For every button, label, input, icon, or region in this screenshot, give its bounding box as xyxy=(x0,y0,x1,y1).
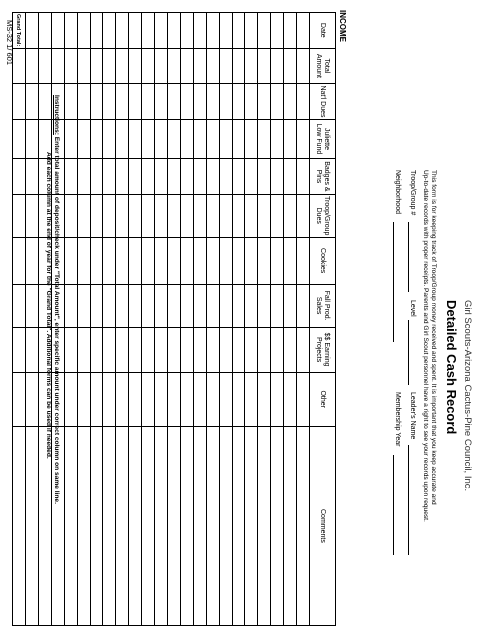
table-cell[interactable] xyxy=(25,120,38,158)
table-cell[interactable] xyxy=(180,328,193,372)
table-cell[interactable] xyxy=(244,49,257,84)
level-field-line[interactable] xyxy=(408,320,409,385)
table-cell[interactable] xyxy=(64,159,77,194)
table-cell[interactable] xyxy=(257,49,270,84)
table-cell[interactable] xyxy=(193,238,206,284)
table-cell[interactable] xyxy=(128,373,141,426)
table-cell[interactable] xyxy=(180,13,193,48)
table-cell[interactable] xyxy=(270,49,283,84)
table-cell[interactable] xyxy=(244,238,257,284)
table-cell[interactable] xyxy=(141,159,154,194)
table-cell[interactable] xyxy=(154,49,167,84)
table-cell[interactable] xyxy=(257,238,270,284)
table-cell[interactable] xyxy=(25,328,38,372)
table-cell[interactable] xyxy=(270,159,283,194)
table-cell[interactable] xyxy=(206,238,219,284)
cash-record-table xyxy=(12,12,336,626)
table-cell[interactable] xyxy=(180,285,193,327)
membership-field-line[interactable] xyxy=(393,455,394,555)
table-cell[interactable] xyxy=(257,159,270,194)
page-title: Detailed Cash Record xyxy=(444,300,459,435)
table-cell[interactable] xyxy=(180,49,193,84)
table-cell[interactable] xyxy=(270,373,283,426)
table-cell[interactable] xyxy=(25,195,38,237)
table-cell[interactable] xyxy=(103,13,116,48)
table-cell[interactable] xyxy=(64,328,77,372)
table-cell[interactable] xyxy=(296,195,309,237)
table-cell[interactable] xyxy=(141,49,154,84)
table-cell[interactable] xyxy=(296,84,309,119)
table-cell[interactable] xyxy=(154,238,167,284)
table-cell[interactable] xyxy=(64,13,77,48)
table-cell[interactable] xyxy=(232,159,245,194)
table-cell[interactable] xyxy=(51,49,64,84)
table-cell[interactable] xyxy=(77,159,90,194)
column-9 xyxy=(13,373,335,427)
table-cell[interactable] xyxy=(257,13,270,48)
column-3 xyxy=(13,120,335,159)
table-cell[interactable] xyxy=(77,195,90,237)
table-cell[interactable] xyxy=(206,373,219,426)
table-cell[interactable] xyxy=(270,285,283,327)
table-cell[interactable] xyxy=(103,195,116,237)
table-cell[interactable] xyxy=(283,427,296,625)
table-cell[interactable] xyxy=(283,120,296,158)
intro-line-1: This form is for keeping track of Troop/Group money received and spent. It is important that you keep accurate and xyxy=(430,170,437,505)
table-cell[interactable] xyxy=(206,13,219,48)
table-cell[interactable] xyxy=(206,427,219,625)
table-cell[interactable] xyxy=(206,120,219,158)
table-cell[interactable] xyxy=(103,373,116,426)
table-cell[interactable] xyxy=(244,159,257,194)
table-cell[interactable] xyxy=(90,328,103,372)
table-cell[interactable] xyxy=(77,238,90,284)
table-cell[interactable] xyxy=(219,49,232,84)
table-cell[interactable] xyxy=(115,238,128,284)
table-cell[interactable] xyxy=(128,120,141,158)
table-cell[interactable] xyxy=(64,427,77,625)
table-cell[interactable] xyxy=(232,328,245,372)
table-cell[interactable] xyxy=(103,427,116,625)
table-cell[interactable] xyxy=(154,285,167,327)
table-cell[interactable] xyxy=(257,285,270,327)
table-cell[interactable] xyxy=(283,159,296,194)
table-cell[interactable] xyxy=(77,373,90,426)
table-cell[interactable] xyxy=(206,285,219,327)
table-cell[interactable] xyxy=(154,195,167,237)
column-2 xyxy=(13,84,335,120)
table-cell[interactable] xyxy=(77,49,90,84)
troop-field-line[interactable] xyxy=(408,222,409,292)
leader-field-line[interactable] xyxy=(408,445,409,555)
table-cell[interactable] xyxy=(232,427,245,625)
table-cell[interactable] xyxy=(193,328,206,372)
table-cell[interactable] xyxy=(167,84,180,119)
table-cell[interactable] xyxy=(283,285,296,327)
instructions-label: Instructions: xyxy=(53,95,60,135)
table-cell[interactable] xyxy=(219,84,232,119)
table-cell[interactable] xyxy=(154,120,167,158)
table-cell[interactable] xyxy=(128,84,141,119)
column-header: Comments xyxy=(309,427,335,625)
table-cell[interactable] xyxy=(167,13,180,48)
table-cell[interactable] xyxy=(283,238,296,284)
table-cell[interactable] xyxy=(232,120,245,158)
column-8 xyxy=(13,328,335,373)
table-cell[interactable] xyxy=(244,84,257,119)
table-cell[interactable] xyxy=(257,195,270,237)
table-cell[interactable] xyxy=(13,238,25,284)
table-cell[interactable] xyxy=(232,285,245,327)
table-cell[interactable] xyxy=(270,195,283,237)
table-cell[interactable] xyxy=(296,373,309,426)
table-cell[interactable] xyxy=(115,84,128,119)
table-cell[interactable] xyxy=(128,13,141,48)
level-label: Level xyxy=(409,300,416,317)
table-cell[interactable] xyxy=(64,84,77,119)
table-cell[interactable] xyxy=(257,373,270,426)
table-cell[interactable] xyxy=(232,13,245,48)
intro-text xyxy=(421,170,437,522)
table-cell[interactable] xyxy=(90,238,103,284)
column-header: Troop/Group Dues xyxy=(309,195,335,237)
table-cell[interactable] xyxy=(25,13,38,48)
table-cell[interactable] xyxy=(90,427,103,625)
table-cell[interactable] xyxy=(25,84,38,119)
table-cell[interactable] xyxy=(38,84,51,119)
table-cell[interactable] xyxy=(103,285,116,327)
table-cell[interactable] xyxy=(232,49,245,84)
table-cell[interactable] xyxy=(257,120,270,158)
table-cell[interactable] xyxy=(90,49,103,84)
column-7 xyxy=(13,285,335,328)
table-cell[interactable] xyxy=(141,373,154,426)
table-cell[interactable] xyxy=(296,49,309,84)
table-cell[interactable] xyxy=(115,285,128,327)
table-cell[interactable] xyxy=(64,49,77,84)
table-cell[interactable] xyxy=(90,195,103,237)
table-cell[interactable] xyxy=(180,195,193,237)
column-header: $$ Earning Projects xyxy=(309,328,335,372)
grand-total-label: Grand Total: xyxy=(15,14,21,47)
table-cell[interactable] xyxy=(154,427,167,625)
table-cell[interactable] xyxy=(64,238,77,284)
table-cell[interactable] xyxy=(64,120,77,158)
column-header: Cookies xyxy=(309,238,335,284)
column-4 xyxy=(13,159,335,195)
table-cell[interactable] xyxy=(296,238,309,284)
table-cell[interactable] xyxy=(13,120,25,158)
table-cell[interactable] xyxy=(154,13,167,48)
table-cell[interactable] xyxy=(180,120,193,158)
table-cell[interactable] xyxy=(257,84,270,119)
table-cell[interactable] xyxy=(283,49,296,84)
table-cell[interactable] xyxy=(296,159,309,194)
table-cell[interactable] xyxy=(167,195,180,237)
table-cell[interactable] xyxy=(193,159,206,194)
column-header: Badges & Pins xyxy=(309,159,335,194)
table-cell[interactable] xyxy=(167,120,180,158)
table-cell[interactable] xyxy=(167,328,180,372)
table-cell[interactable] xyxy=(77,84,90,119)
table-cell[interactable] xyxy=(270,84,283,119)
table-cell[interactable] xyxy=(270,13,283,48)
table-cell[interactable] xyxy=(103,238,116,284)
column-10 xyxy=(13,427,335,625)
table-cell[interactable] xyxy=(296,427,309,625)
table-cell[interactable] xyxy=(25,373,38,426)
table-cell[interactable] xyxy=(128,285,141,327)
table-cell[interactable] xyxy=(167,238,180,284)
table-cell[interactable] xyxy=(283,13,296,48)
table-cell[interactable] xyxy=(13,373,25,426)
table-cell[interactable] xyxy=(128,427,141,625)
column-6 xyxy=(13,238,335,285)
table-cell[interactable] xyxy=(193,49,206,84)
table-cell[interactable] xyxy=(115,427,128,625)
table-cell[interactable] xyxy=(232,238,245,284)
table-cell[interactable] xyxy=(128,195,141,237)
table-cell[interactable] xyxy=(103,120,116,158)
table-cell[interactable] xyxy=(13,84,25,119)
table-cell[interactable] xyxy=(193,120,206,158)
table-cell[interactable] xyxy=(128,328,141,372)
table-cell[interactable] xyxy=(270,238,283,284)
instructions-line-1: Enter total amount of deposit/check under "Total Amount", enter specific amount under correct column on same line. xyxy=(53,136,60,504)
table-cell[interactable] xyxy=(90,285,103,327)
table-cell[interactable] xyxy=(283,373,296,426)
table-cell[interactable] xyxy=(154,373,167,426)
table-cell[interactable] xyxy=(244,13,257,48)
table-cell[interactable] xyxy=(219,328,232,372)
table-cell[interactable] xyxy=(115,195,128,237)
table-cell[interactable] xyxy=(270,120,283,158)
table-cell[interactable] xyxy=(13,285,25,327)
table-cell[interactable] xyxy=(154,328,167,372)
table-cell[interactable] xyxy=(206,328,219,372)
table-cell[interactable] xyxy=(232,195,245,237)
column-1 xyxy=(13,49,335,85)
column-header: Nat'l Dues xyxy=(309,84,335,119)
table-cell[interactable] xyxy=(38,49,51,84)
table-cell[interactable] xyxy=(283,195,296,237)
column-header: Juliette Low Fund xyxy=(309,120,335,158)
table-cell[interactable] xyxy=(193,427,206,625)
table-cell[interactable] xyxy=(206,84,219,119)
intro-line-2: Up-to-date records with proper receipts. Parents and Girl Scout personnel have a right to see your records upon request. xyxy=(422,170,429,522)
table-cell[interactable] xyxy=(141,238,154,284)
table-cell[interactable] xyxy=(180,84,193,119)
table-cell[interactable] xyxy=(77,328,90,372)
table-cell[interactable] xyxy=(167,159,180,194)
table-cell[interactable] xyxy=(90,84,103,119)
table-cell[interactable] xyxy=(141,195,154,237)
table-cell[interactable] xyxy=(257,328,270,372)
table-cell[interactable] xyxy=(77,120,90,158)
membership-label: Membership Year xyxy=(394,392,401,447)
table-cell[interactable] xyxy=(244,328,257,372)
table-cell[interactable] xyxy=(128,159,141,194)
table-cell[interactable] xyxy=(232,373,245,426)
table-cell[interactable] xyxy=(141,120,154,158)
table-cell[interactable] xyxy=(141,285,154,327)
table-cell[interactable] xyxy=(38,13,51,48)
table-cell[interactable] xyxy=(25,427,38,625)
table-cell[interactable] xyxy=(180,159,193,194)
table-cell[interactable] xyxy=(296,285,309,327)
neighborhood-field-line[interactable] xyxy=(393,222,394,342)
table-cell[interactable] xyxy=(64,373,77,426)
column-header: Date xyxy=(309,13,335,48)
table-cell[interactable] xyxy=(270,328,283,372)
table-cell[interactable] xyxy=(25,49,38,84)
table-cell[interactable] xyxy=(13,49,25,84)
table-cell[interactable] xyxy=(244,195,257,237)
troop-label: Troop/Group # xyxy=(409,170,416,216)
table-cell[interactable] xyxy=(13,328,25,372)
table-cell[interactable] xyxy=(167,373,180,426)
table-cell[interactable] xyxy=(154,159,167,194)
table-cell[interactable] xyxy=(244,285,257,327)
table-cell[interactable] xyxy=(77,13,90,48)
table-cell[interactable] xyxy=(103,328,116,372)
table-cell[interactable] xyxy=(77,427,90,625)
table-cell[interactable] xyxy=(244,373,257,426)
table-cell[interactable] xyxy=(206,159,219,194)
table-cell[interactable] xyxy=(219,159,232,194)
table-cell[interactable] xyxy=(115,328,128,372)
table-cell[interactable] xyxy=(180,427,193,625)
table-cell[interactable] xyxy=(219,120,232,158)
table-cell[interactable] xyxy=(206,49,219,84)
table-cell[interactable] xyxy=(219,13,232,48)
table-cell[interactable] xyxy=(77,285,90,327)
table-cell[interactable] xyxy=(115,159,128,194)
column-0 xyxy=(13,13,335,49)
table-cell[interactable] xyxy=(25,159,38,194)
table-cell[interactable] xyxy=(13,159,25,194)
table-cell[interactable] xyxy=(141,328,154,372)
column-5 xyxy=(13,195,335,238)
column-header: Total Amount xyxy=(309,49,335,84)
table-cell[interactable] xyxy=(193,84,206,119)
table-cell[interactable] xyxy=(193,373,206,426)
table-cell[interactable] xyxy=(115,373,128,426)
form-number: MS-32 1/ 601 xyxy=(5,20,14,66)
table-cell[interactable] xyxy=(90,120,103,158)
table-cell[interactable] xyxy=(257,427,270,625)
table-cell[interactable] xyxy=(296,120,309,158)
table-cell[interactable] xyxy=(13,427,25,625)
table-cell[interactable] xyxy=(167,285,180,327)
table-cell[interactable] xyxy=(154,84,167,119)
table-cell[interactable] xyxy=(115,49,128,84)
table-cell[interactable] xyxy=(219,195,232,237)
table-cell[interactable] xyxy=(25,238,38,284)
table-cell[interactable] xyxy=(64,195,77,237)
table-cell[interactable] xyxy=(270,427,283,625)
table-cell[interactable] xyxy=(244,120,257,158)
table-cell[interactable] xyxy=(244,427,257,625)
table-cell[interactable] xyxy=(232,84,245,119)
column-header: Fall Prod. Sales xyxy=(309,285,335,327)
column-header: Other xyxy=(309,373,335,426)
table-cell[interactable] xyxy=(90,373,103,426)
table-cell[interactable] xyxy=(193,195,206,237)
council-name: Girl Scouts-Arizona Cactus-Pine Council, Inc. xyxy=(462,300,473,492)
section-label: INCOME xyxy=(338,10,347,42)
table-cell[interactable] xyxy=(90,13,103,48)
table-cell[interactable] xyxy=(219,373,232,426)
instructions-line-2: Add each column at the end of year for the "Grand Total". Additional forms can be used if needed. xyxy=(45,152,52,459)
table-cell[interactable] xyxy=(128,49,141,84)
table-cell[interactable] xyxy=(103,159,116,194)
table-cell[interactable] xyxy=(141,427,154,625)
table-cell[interactable] xyxy=(180,238,193,284)
table-cell[interactable] xyxy=(167,427,180,625)
table-cell[interactable] xyxy=(180,373,193,426)
table-cell[interactable] xyxy=(283,84,296,119)
table-cell[interactable] xyxy=(103,84,116,119)
table-cell[interactable] xyxy=(219,427,232,625)
table-cell[interactable] xyxy=(115,13,128,48)
table-cell[interactable] xyxy=(13,195,25,237)
table-cell[interactable] xyxy=(193,285,206,327)
table-cell[interactable] xyxy=(25,285,38,327)
table-cell[interactable] xyxy=(64,285,77,327)
table-cell[interactable] xyxy=(219,285,232,327)
table-cell[interactable] xyxy=(51,13,64,48)
table-cell[interactable] xyxy=(193,13,206,48)
table-cell[interactable] xyxy=(283,328,296,372)
instructions xyxy=(53,95,60,504)
table-cell[interactable] xyxy=(103,49,116,84)
table-cell[interactable] xyxy=(296,13,309,48)
neighborhood-label: Neighborhood xyxy=(394,170,401,214)
table-cell[interactable] xyxy=(141,13,154,48)
table-cell[interactable] xyxy=(219,238,232,284)
leader-label: Leader's Name xyxy=(409,392,416,440)
table-cell[interactable] xyxy=(296,328,309,372)
table-cell[interactable] xyxy=(90,159,103,194)
table-cell[interactable] xyxy=(167,49,180,84)
table-cell[interactable] xyxy=(115,120,128,158)
table-cell[interactable] xyxy=(206,195,219,237)
table-cell[interactable] xyxy=(128,238,141,284)
table-cell[interactable] xyxy=(141,84,154,119)
